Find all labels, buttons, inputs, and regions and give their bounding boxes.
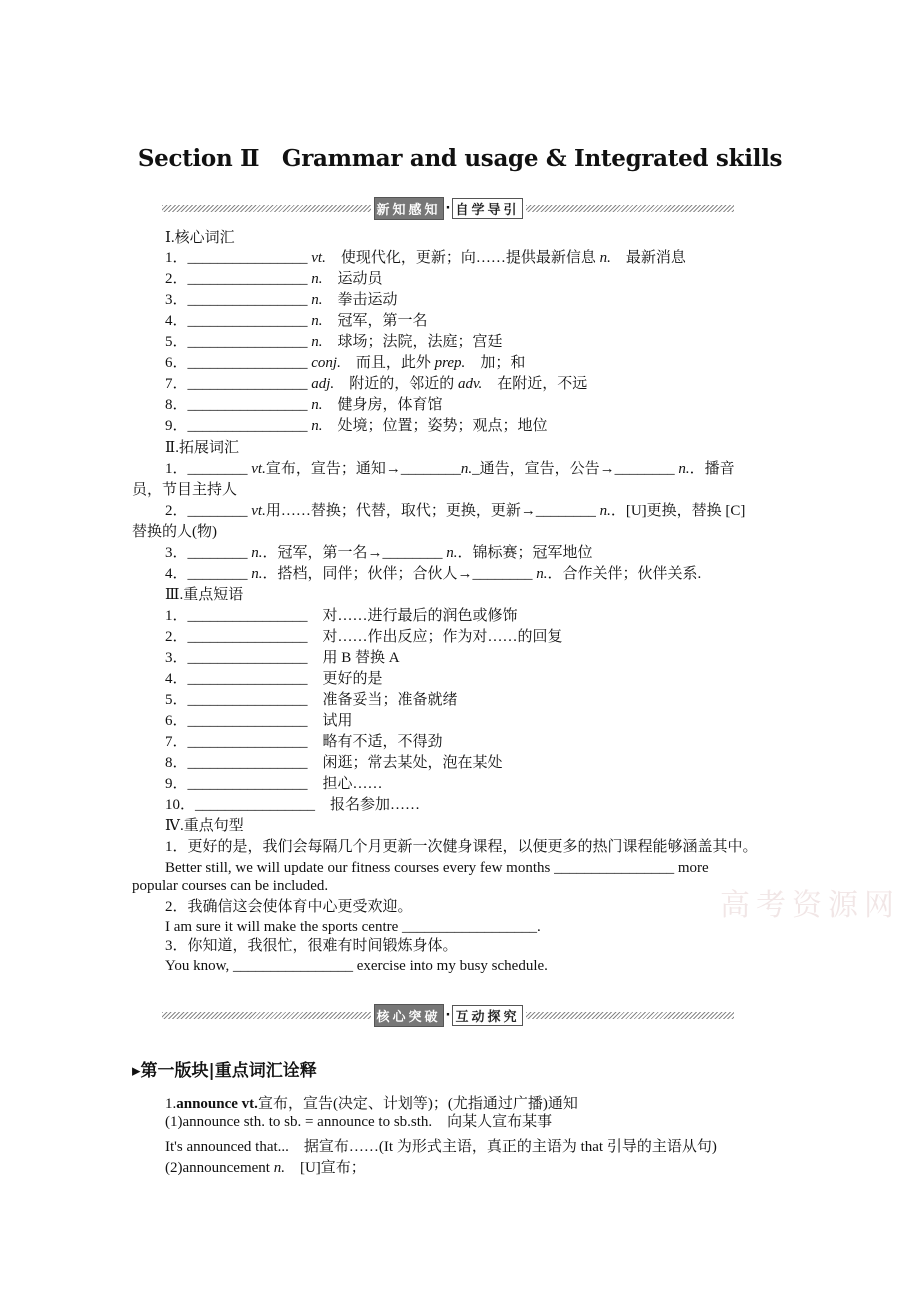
part-of-speech: n. bbox=[273, 1160, 285, 1176]
text-segment: 6．________________ 试用 bbox=[165, 713, 353, 729]
text-segment: ．锦标赛；冠军地位 bbox=[457, 545, 593, 561]
part-of-speech: n. bbox=[311, 334, 323, 350]
text-line bbox=[165, 417, 548, 435]
banner-light-label: 互动探究 bbox=[452, 1005, 522, 1026]
text-line bbox=[165, 229, 235, 247]
text-line bbox=[165, 838, 758, 856]
text-segment: 1．更好的是，我们会每隔几个月更新一次健身课程，以便更多的热门课程能够涵盖其中。 bbox=[165, 839, 758, 855]
section-banner-self-study: 新知感知 · 自学导引 bbox=[162, 198, 734, 218]
text-line bbox=[165, 439, 239, 457]
part-of-speech: n. bbox=[311, 397, 323, 413]
text-segment: Ⅱ.拓展词汇 bbox=[165, 440, 239, 456]
text-line bbox=[165, 859, 709, 877]
text-segment: 3．________ bbox=[165, 545, 252, 561]
text-line bbox=[165, 291, 398, 309]
text-line bbox=[165, 670, 383, 688]
text-segment: It's announced that... 据宣布……(It 为形式主语，真正的主语为 that 引导的主语从句) bbox=[165, 1139, 717, 1155]
text-segment: 1. bbox=[165, 1096, 177, 1112]
text-segment: 加；和 bbox=[465, 355, 526, 371]
text-segment: 7．________________ 略有不适，不得劲 bbox=[165, 734, 443, 750]
text-segment: 5．________________ bbox=[165, 334, 312, 350]
text-segment: ▸第一版块|重点词汇诠释 bbox=[132, 1061, 317, 1081]
text-segment: 拳击运动 bbox=[322, 292, 398, 308]
text-segment: Better still, we will update our fitness courses every few months ________________ more bbox=[165, 860, 709, 876]
banner-hatch-left bbox=[162, 205, 371, 212]
text-segment: ．播音 bbox=[689, 461, 735, 477]
text-segment: 5．________________ 准备妥当；准备就绪 bbox=[165, 692, 458, 708]
text-segment: ．搭档，同伴；伙伴；合伙人→________ bbox=[262, 566, 537, 582]
text-line bbox=[165, 937, 458, 955]
page-title: Section Ⅱ Grammar and usage & Integrated skills bbox=[137, 145, 783, 172]
text-segment: 1．________________ bbox=[165, 250, 312, 266]
part-of-speech: n. bbox=[460, 461, 473, 477]
text-segment: 2．________ bbox=[165, 503, 252, 519]
text-segment: 宣布，宣告(决定、计划等)；(尤指通过广播)通知 bbox=[257, 1096, 578, 1112]
text-segment: Ⅳ.重点句型 bbox=[165, 818, 244, 834]
text-line bbox=[165, 1159, 366, 1177]
banner-hatch-right bbox=[526, 1012, 735, 1019]
text-line bbox=[165, 691, 458, 709]
part-of-speech: n. bbox=[536, 566, 548, 582]
part-of-speech: n. bbox=[311, 271, 323, 287]
text-segment: 运动员 bbox=[322, 271, 383, 287]
text-line bbox=[165, 1113, 552, 1131]
text-line bbox=[165, 775, 383, 793]
banner-light-label: 自学导引 bbox=[452, 198, 522, 219]
text-segment: popular courses can be included. bbox=[132, 878, 329, 894]
text-segment: announce vt. bbox=[176, 1096, 258, 1112]
text-segment: 最新消息 bbox=[610, 250, 686, 266]
text-segment: 4．________________ 更好的是 bbox=[165, 671, 383, 687]
text-segment: 处境；位置；姿势；观点；地位 bbox=[322, 418, 548, 434]
text-segment: 而且，此外 bbox=[340, 355, 435, 371]
text-segment: 4．________________ bbox=[165, 313, 312, 329]
part-of-speech: n. bbox=[311, 313, 323, 329]
text-segment: 2．我确信这会使体育中心更受欢迎。 bbox=[165, 899, 413, 915]
text-line bbox=[165, 586, 243, 604]
part-of-speech: prep. bbox=[434, 355, 466, 371]
text-line bbox=[165, 502, 745, 520]
text-line bbox=[132, 523, 217, 541]
text-segment: ．[U]更换，替换 [C] bbox=[610, 503, 746, 519]
part-of-speech: vt. bbox=[251, 503, 266, 519]
text-segment: 员，节目主持人 bbox=[132, 482, 238, 498]
text-segment: 2．________________ bbox=[165, 271, 312, 287]
part-of-speech: vt. bbox=[251, 461, 266, 477]
banner-hatch-right bbox=[526, 205, 735, 212]
text-segment: ．冠军，第一名→________ bbox=[262, 545, 447, 561]
part-of-speech: n. bbox=[311, 292, 323, 308]
text-line bbox=[165, 1095, 578, 1113]
text-segment: 用……替换；代替，取代；更换，更新→________ bbox=[265, 503, 600, 519]
part-of-speech: conj. bbox=[311, 355, 341, 371]
section-banner-core: 核心突破 · 互动探究 bbox=[162, 1005, 734, 1025]
text-segment: 1．________________ 对……进行最后的润色或修饰 bbox=[165, 608, 518, 624]
text-segment: 10．________________ 报名参加…… bbox=[165, 797, 421, 813]
text-line bbox=[165, 249, 686, 267]
text-line bbox=[165, 270, 383, 288]
banner-dark-label: 新知感知 bbox=[374, 197, 444, 220]
text-segment: 附近的，邻近的 bbox=[334, 376, 458, 392]
text-line bbox=[165, 544, 593, 562]
text-segment: I am sure it will make the sports centre __________________. bbox=[165, 919, 541, 935]
text-segment: Ⅲ.重点短语 bbox=[165, 587, 244, 603]
text-segment: 7．________________ bbox=[165, 376, 312, 392]
text-segment: 9．________________ bbox=[165, 418, 312, 434]
text-segment: 1．________ bbox=[165, 461, 252, 477]
text-segment: You know, ________________ exercise into my busy schedule. bbox=[165, 958, 548, 974]
text-segment: [U]宣布； bbox=[284, 1160, 366, 1176]
text-segment: 8．________________ 闲逛；常去某处，泡在某处 bbox=[165, 755, 503, 771]
text-segment: Ⅰ.核心词汇 bbox=[165, 230, 235, 246]
text-line bbox=[165, 333, 503, 351]
text-line bbox=[165, 1138, 717, 1156]
part-of-speech: n. bbox=[678, 461, 690, 477]
text-line bbox=[132, 481, 237, 499]
banner-dark-label: 核心突破 bbox=[374, 1004, 444, 1027]
text-segment: ．合作关伴；伙伴关系. bbox=[547, 566, 702, 582]
text-segment: (2)announcement bbox=[165, 1160, 274, 1176]
block-heading bbox=[132, 1062, 317, 1081]
text-line bbox=[165, 898, 413, 916]
text-line bbox=[165, 396, 443, 414]
text-segment: 冠军，第一名 bbox=[322, 313, 428, 329]
text-line bbox=[165, 607, 518, 625]
part-of-speech: n. bbox=[599, 250, 611, 266]
text-segment: 球场；法院，法庭；宫廷 bbox=[322, 334, 503, 350]
part-of-speech: n. bbox=[251, 545, 263, 561]
text-line bbox=[165, 375, 587, 393]
text-line bbox=[165, 354, 525, 372]
text-segment: 9．________________ 担心…… bbox=[165, 776, 383, 792]
text-line bbox=[165, 565, 701, 583]
text-segment: 3．________________ bbox=[165, 292, 312, 308]
text-line bbox=[165, 649, 400, 667]
text-line bbox=[165, 957, 548, 975]
text-line bbox=[165, 918, 541, 936]
part-of-speech: n. bbox=[251, 566, 263, 582]
text-segment: _通告，宣告，公告→________ bbox=[472, 461, 679, 477]
banner-hatch-left bbox=[162, 1012, 371, 1019]
text-segment: 健身房，体育馆 bbox=[322, 397, 443, 413]
text-line bbox=[165, 712, 353, 730]
part-of-speech: vt. bbox=[311, 250, 326, 266]
text-segment: (1)announce sth. to sb. = announce to sb.sth. 向某人宣布某事 bbox=[165, 1114, 553, 1130]
part-of-speech: n. bbox=[446, 545, 458, 561]
text-segment: 在附近，不远 bbox=[482, 376, 588, 392]
text-segment: 宣布，宣告；通知→________ bbox=[265, 461, 461, 477]
part-of-speech: n. bbox=[599, 503, 611, 519]
part-of-speech: adj. bbox=[311, 376, 335, 392]
text-line bbox=[165, 796, 420, 814]
part-of-speech: n. bbox=[311, 418, 323, 434]
text-line bbox=[132, 877, 328, 895]
text-segment: 3．你知道，我很忙，很难有时间锻炼身体。 bbox=[165, 938, 458, 954]
text-line bbox=[165, 628, 563, 646]
text-line bbox=[165, 460, 735, 478]
watermark: 高考资源网 bbox=[720, 888, 900, 923]
text-line bbox=[165, 754, 503, 772]
text-line bbox=[165, 817, 244, 835]
text-line bbox=[165, 312, 428, 330]
text-segment: 2．________________ 对……作出反应；作为对……的回复 bbox=[165, 629, 563, 645]
text-segment: 3．________________ 用 B 替换 A bbox=[165, 650, 400, 666]
text-segment: 使现代化，更新；向……提供最新信息 bbox=[325, 250, 600, 266]
part-of-speech: adv. bbox=[457, 376, 483, 392]
text-segment: 4．________ bbox=[165, 566, 252, 582]
text-segment: 8．________________ bbox=[165, 397, 312, 413]
text-line bbox=[165, 733, 443, 751]
text-segment: 6．________________ bbox=[165, 355, 312, 371]
text-segment: 替换的人(物) bbox=[132, 524, 217, 540]
